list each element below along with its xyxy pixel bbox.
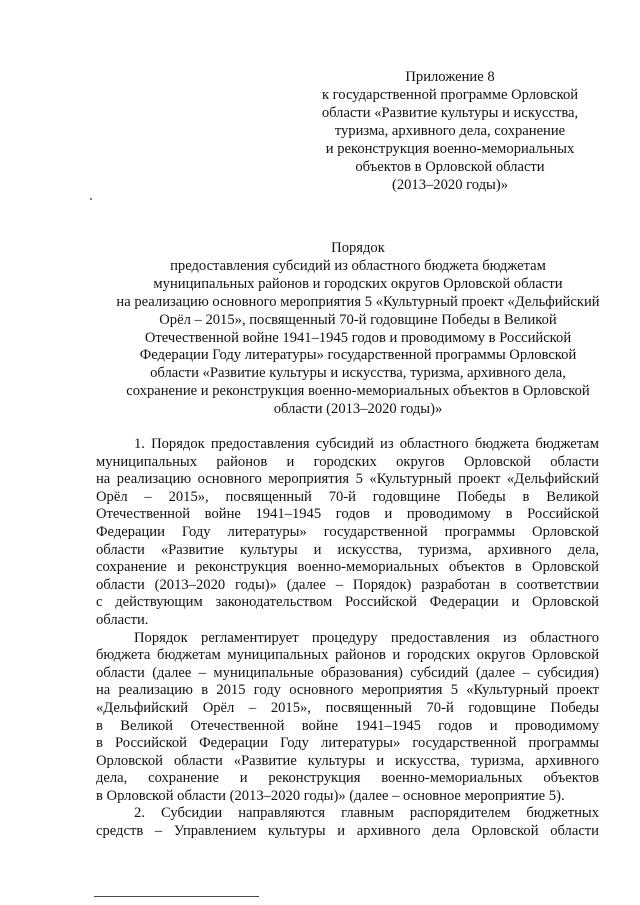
appendix-line: объектов в Орловской области [355,159,545,175]
title-line: Отечественной войне 1941–1945 годов и проводимому в Российской [144,329,572,346]
title-heading: Порядок [331,240,385,256]
appendix-line: к государственной программе Орловской [321,87,579,103]
paragraph-1 [96,436,599,630]
title-line: предоставления субсидий из областного бюджета бюджетам [170,257,546,274]
title-line: муниципальных районов и городских округов Орловской области [153,275,563,292]
document-title [90,240,626,419]
body-line: сохранение и реконструкция военно-мемориальных объектов в Орловской [96,559,599,576]
body-line: в Орловской области (2013–2020 годы)» (далее – основное мероприятие 5). [96,787,565,804]
appendix-header [300,68,600,194]
title-line: сохранение и реконструкция военно-мемориальных объектов в Орловской [126,383,590,400]
body-line: 2. Субсидии направляются главным распорядителем бюджетных [134,805,599,822]
scan-dot [90,198,92,200]
title-line: на реализацию основного мероприятия 5 «Культурный проект «Дельфийский [116,293,600,310]
body-line: в Российской Федерации Году литературы» государственной программы [96,735,599,752]
body-line: Отечественной войне 1941–1945 годов и проводимому в Российской [96,506,599,523]
body-line: муниципальных районов и городских округов Орловской области [96,453,599,470]
body-line: Орёл – 2015», посвященный 70-й годовщине Победы в Великой [96,488,599,505]
title-line: области «Развитие культуры и искусства, туризма, архивного дела, [150,365,566,382]
paragraph-2 [96,630,599,806]
appendix-line: и реконструкция военно-мемориальных [325,141,575,157]
appendix-line: (2013–2020 годы)» [391,177,509,193]
body-line: области «Развитие культуры и искусства, туризма, архивного дела, [96,541,599,558]
footnote-divider [94,896,259,897]
body-line: бюджета бюджетам муниципальных районов и городских округов Орловской [96,647,599,664]
body-line: Орловской области «Развитие культуры и искусства, туризма, архивного [96,752,599,769]
body-line: в Великой Отечественной войне 1941–1945 годов и проводимому [96,717,599,734]
body-line: Федерации Году литературы» государственной программы Орловской [96,523,599,540]
body-line: области (далее – муниципальные образования) субсидий (далее – субсидия) [96,664,599,681]
body-line: дела, сохранение и реконструкция военно-мемориальных объектов [96,770,599,787]
title-line: Федерации Году литературы» государственной программы Орловской [139,347,577,364]
body-line: области. [96,611,149,628]
appendix-line: туризма, архивного дела, сохранение [334,123,566,139]
title-line: области (2013–2020 годы)» [273,401,443,418]
paragraph-3 [96,805,599,840]
body-line: «Дельфийский Орёл – 2015», посвященный 70-й годовщине Победы [96,699,599,716]
appendix-line: области «Развитие культуры и искусства, [321,105,579,121]
body-line: на реализацию основного мероприятия 5 «Культурный проект «Дельфийский [96,471,599,488]
document-body [96,436,599,841]
title-line: Орёл – 2015», посвященный 70-й годовщине Победы в Великой [159,311,557,328]
appendix-line: Приложение 8 [405,69,495,85]
body-line: Порядок регламентирует процедуру предоставления из областного [134,629,599,646]
body-line: средств – Управлением культуры и архивного дела Орловской области [96,823,599,840]
body-line: области (2013–2020 годы)» (далее – Порядок) разработан в соответствии [96,576,599,593]
body-line: на реализацию в 2015 году основного мероприятия 5 «Культурный проект [96,682,599,699]
body-line: с действующим законодательством Российской Федерации и Орловской [96,594,599,611]
body-line: 1. Порядок предоставления субсидий из областного бюджета бюджетам [134,436,599,452]
